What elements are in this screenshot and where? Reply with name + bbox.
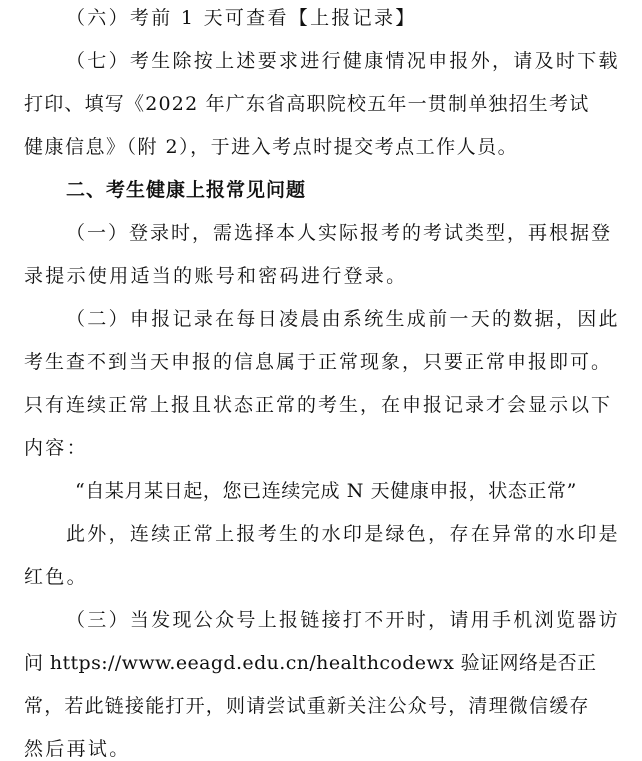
faq-two-line4: 内容： (24, 437, 88, 459)
faq-three-line4: 然后再试。 (24, 738, 131, 760)
faq-three-line3: 常，若此链接能打开，则请尝试重新关注公众号，清理微信缓存 (24, 695, 590, 717)
item-six-text: （六）考前 1 天可查看【上报记录】 (66, 7, 417, 29)
faq-one-line2: 录提示使用适当的账号和密码进行登录。 (24, 265, 408, 287)
section-heading: 二、考生健康上报常见问题 (66, 179, 307, 201)
faq-one-line1: （一）登录时，需选择本人实际报考的考试类型，再根据登 (66, 222, 613, 244)
item-seven-text-line2: 打印、填写《2022 年广东省高职院校五年一贯制单独招生考试 (24, 93, 590, 115)
faq-two-watermark-line2: 红色。 (24, 566, 88, 588)
faq-two-line2: 考生查不到当天申报的信息属于正常现象，只要正常申报即可。 (24, 351, 613, 373)
faq-two-watermark-line1: 此外，连续正常上报考生的水印是绿色，存在异常的水印是 (66, 523, 620, 545)
item-seven-text-line1: （七）考生除按上述要求进行健康情况申报外，请及时下载 (66, 50, 620, 72)
item-seven-text-line3: 健康信息》（附 2），于进入考点时提交考点工作人员。 (24, 136, 519, 158)
faq-three-link-line: 问 https://www.eeagd.edu.cn/healthcodewx 验证网络是否正 (24, 652, 597, 674)
faq-two-quote: “自某月某日起，您已连续完成 N 天健康申报，状态正常” (75, 480, 577, 502)
faq-three-line1: （三）当发现公众号上报链接打不开时，请用手机浏览器访 (66, 609, 620, 631)
faq-two-line1: （二）申报记录在每日凌晨由系统生成前一天的数据，因此 (66, 308, 620, 330)
faq-two-line3: 只有连续正常上报且状态正常的考生，在申报记录才会显示以下 (24, 394, 613, 416)
